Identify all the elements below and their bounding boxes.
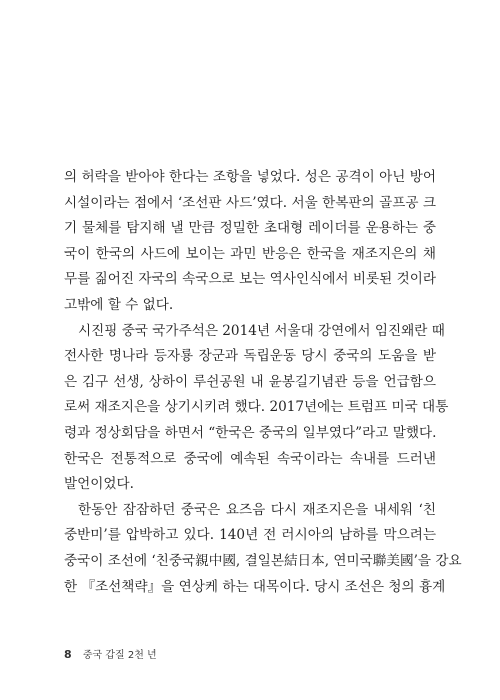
page-footer — [64, 646, 157, 661]
text-line: 국이 한국의 사드에 보이는 과민 반응은 한국을 재조지은의 채 — [64, 245, 436, 262]
text-line: 중반미’를 압박하고 있다. 140년 전 러시아의 남하를 막으려는 — [64, 527, 436, 544]
text-line: 한 『조선책략』을 연상케 하는 대목이다. 당시 조선은 청의 흉계 — [64, 578, 446, 595]
text-line: 은 김구 선생, 상하이 루쉰공원 내 윤봉길기념관 등을 언급함으 — [64, 373, 436, 390]
text-line: 발언이었다. — [64, 476, 134, 493]
running-title: 중국 갑질 2천 년 — [82, 650, 157, 661]
text-line: 무를 짊어진 자국의 속국으로 보는 역사인식에서 비롯된 것이라 — [64, 271, 436, 288]
text-line: 한국은 전통적으로 중국에 예속된 속국이라는 속내를 드러낸 — [64, 450, 436, 467]
paragraph-1 — [64, 165, 436, 319]
text-line: 령과 정상회담을 하면서 “한국은 중국의 일부였다”라고 말했다. — [64, 424, 437, 441]
text-line: 시진핑 중국 국가주석은 2014년 서울대 강연에서 임진왜란 때 — [78, 322, 445, 339]
text-line: 중국이 조선에 ‘친중국親中國, 결일본結日本, 연미국聯美國’을 강요 — [64, 552, 462, 569]
text-line: 의 허락을 받아야 한다는 조항을 넣었다. 성은 공격이 아닌 방어 — [64, 169, 436, 185]
paragraph-2 — [64, 319, 449, 498]
text-line: 로써 재조지은을 상기시키려 했다. 2017년에는 트럼프 미국 대통 — [64, 399, 449, 416]
text-line: 한동안 잠잠하던 중국은 요즈음 다시 재조지은을 내세워 ‘친 — [78, 501, 436, 518]
text-line: 고밖에 할 수 없다. — [64, 296, 174, 313]
body-text — [64, 165, 462, 600]
text-line: 전사한 명나라 등자룡 장군과 독립운동 당시 중국의 도움을 받 — [64, 348, 436, 365]
page-number: 8 — [64, 648, 72, 661]
text-line: 기 물체를 탐지해 낼 만큼 정밀한 초대형 레이더를 운용하는 중 — [64, 220, 436, 237]
paragraph-3 — [64, 498, 462, 600]
text-line: 시설이라는 점에서 ‘조선판 사드’였다. 서울 한복판의 골프공 크 — [64, 194, 436, 211]
